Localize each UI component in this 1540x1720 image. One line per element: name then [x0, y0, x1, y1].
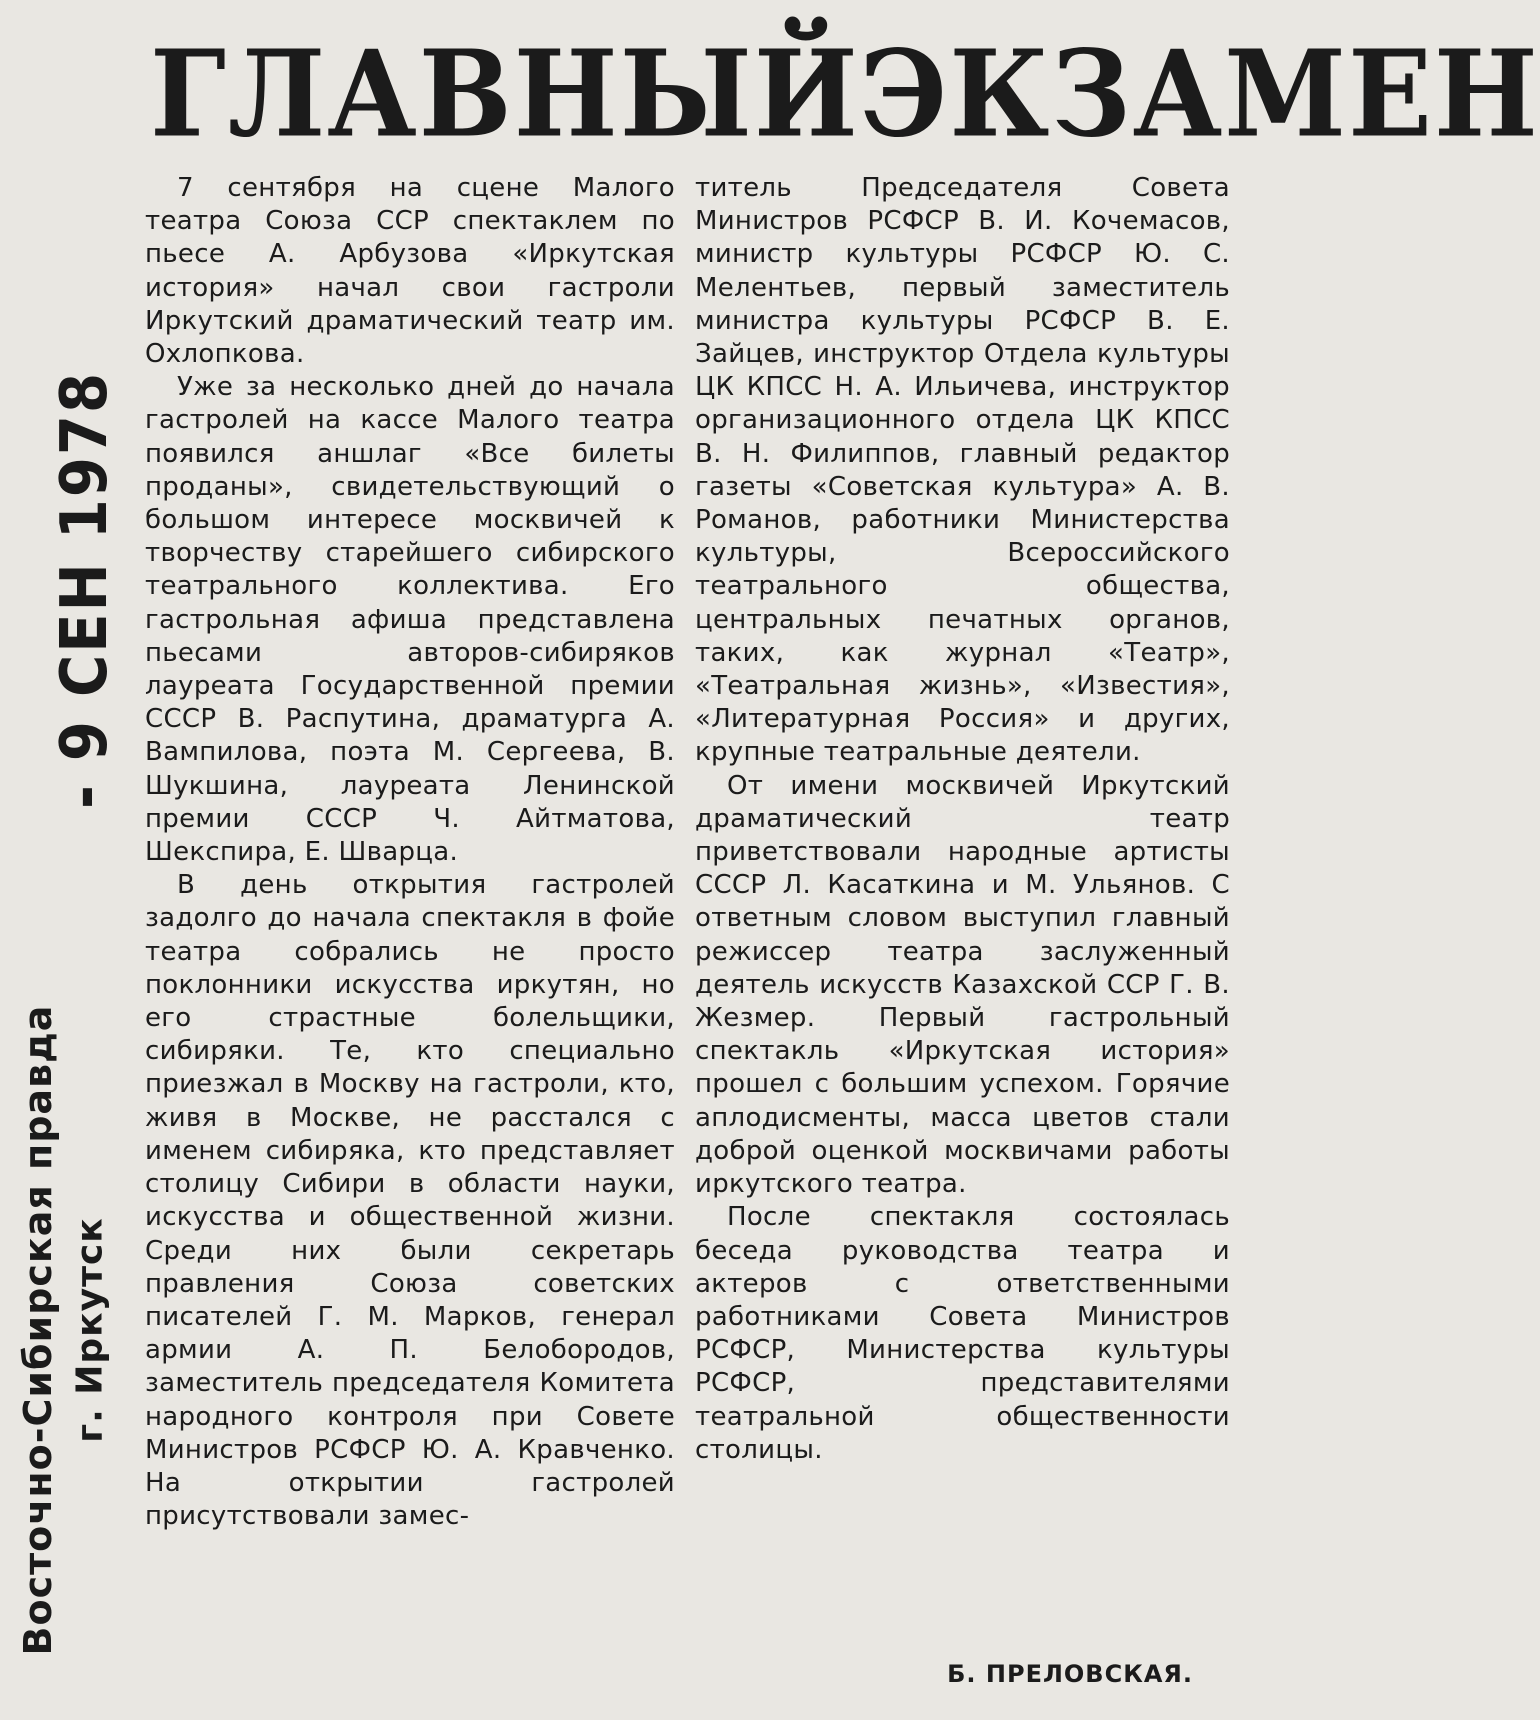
headline-word-1: ГЛАВНЫЙ [150, 23, 860, 164]
paragraph: После спектакля состоялась беседа руководства театра и актеров с ответственными работниками Совета Министров РСФСР, Министерства культуры РСФСР, представителями театральной общественности столицы. [695, 1202, 1230, 1465]
paragraph: титель Председателя Совета Министров РСФСР В. И. Кочемасов, министр культуры РСФСР Ю. С. Мелентьев, первый заместитель министра культуры РСФСР В. Е. Зайцев, инструктор Отдела культуры ЦК КПСС Н. А. Ильичева, инструктор организационного отдела ЦК КПСС В. Н. Филиппов, главный редактор газеты «Советская культура» А. В. Романов, работники Министерства культуры, Всероссийского театрального общества, центральных печатных органов, таких, как журнал «Театр», «Театральная жизнь», «Известия», «Литературная Россия» и других, крупные театральные деятели. [695, 173, 1230, 768]
paragraph: В день открытия гастролей задолго до начала спектакля в фойе театра собрались не просто поклонники искусства иркутян, но его страстные болельщики, сибиряки. Те, кто специально приезжал в Москву на гастроли, кто, живя в Москве, не расстался с именем сибиряка, кто представляет столицу Сибири в области науки, искусства и общественной жизни. Среди них были секретарь правления Союза советских писателей Г. М. Марков, генерал армии А. П. Белобородов, заместитель председателя Комитета народного контроля при Совете Министров РСФСР Ю. А. Кравченко. На открытии гастролей присутствовали замес- [145, 870, 675, 1532]
date-stamp [30, 370, 140, 810]
headline [150, 18, 1540, 169]
article-column-left [145, 172, 675, 1533]
newspaper-name: Восточно-Сибирская правда [16, 1004, 60, 1656]
paragraph: Уже за несколько дней до начала гастролей на кассе Малого театра появился аншлаг «Все билеты проданы», свидетельствующий о большом интересе москвичей к творчеству старейшего сибирского театрального коллектива. Его гастрольная афиша представлена пьесами авторов-сибиряков лауреата Государственной премии СССР В. Распутина, драматурга А. Вампилова, поэта М. Сергеева, В. Шукшина, лауреата Ленинской премии СССР Ч. Айтматова, Шекспира, Е. Шварца. [145, 372, 675, 868]
headline-word-2: ЭКЗАМЕН [859, 23, 1540, 164]
author-signature: Б. ПРЕЛОВСКАЯ. [947, 1660, 1193, 1688]
newspaper-stamp [8, 1004, 118, 1656]
paragraph: 7 сентября на сцене Малого театра Союза ССР спектаклем по пьесе А. Арбузова «Иркутская история» начал свои гастроли Иркутский драматический театр им. Охлопкова. [145, 173, 675, 370]
date-stamp-text: - 9 СЕН 1978 [48, 370, 122, 810]
article-column-right [695, 172, 1230, 1467]
newspaper-city: г. Иркутск [69, 1217, 111, 1443]
paragraph: От имени москвичей Иркутский драматический театр приветствовали народные артисты СССР Л. Касаткина и М. Ульянов. С ответным словом выступил главный режиссер театра заслуженный деятель искусств Казахской ССР Г. В. Жезмер. Первый гастрольный спектакль «Иркутская история» прошел с большим успехом. Горячие аплодисменты, масса цветов стали доброй оценкой москвичами работы иркутского театра. [695, 770, 1230, 1200]
